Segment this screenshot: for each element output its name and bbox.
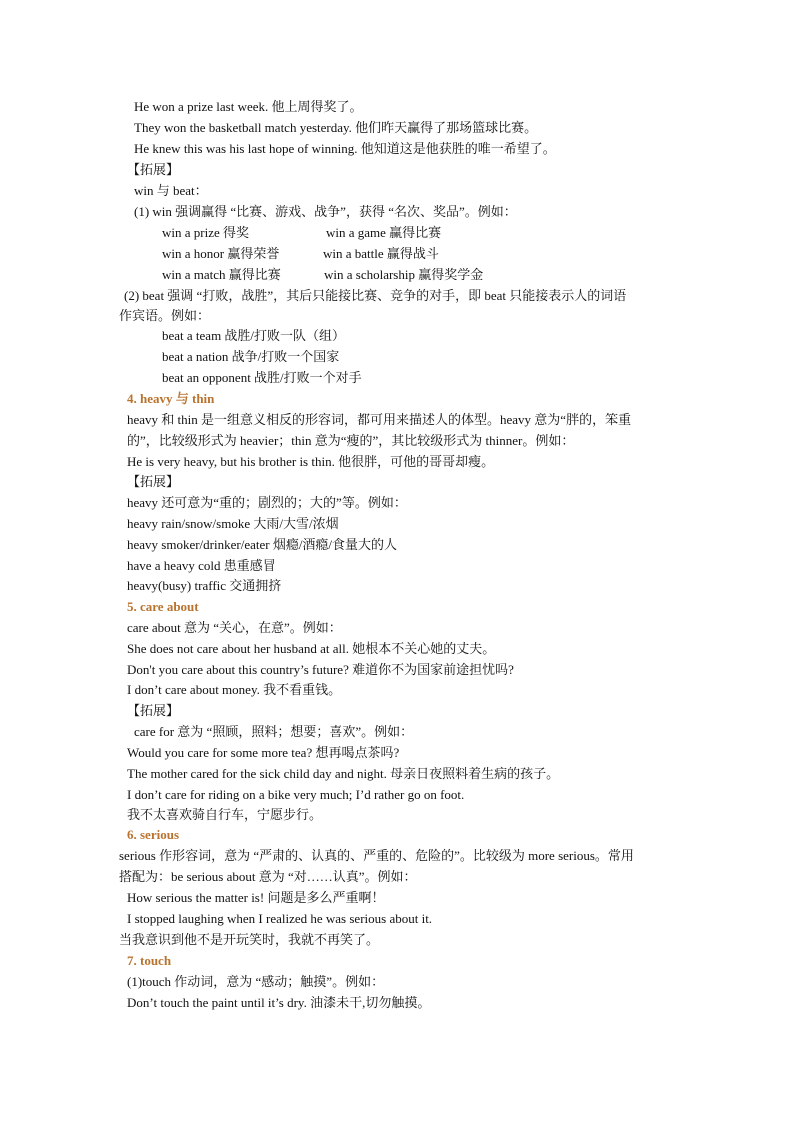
section-heading: 6. serious	[127, 827, 179, 842]
extension-heading: 【拓展】	[127, 703, 180, 718]
example-line: They won the basketball match yesterday. 他们昨天赢得了那场篮球比赛。	[134, 120, 538, 135]
example-line: I stopped laughing when I realized he was serious about it.	[127, 911, 433, 926]
example-line: I don’t care about money. 我不看重钱。	[127, 682, 342, 697]
text-line: care for 意为 “照顾，照料；想要；喜欢”。例如：	[134, 724, 414, 739]
phrase-item: win a prize 得奖	[162, 225, 250, 240]
section-heading: 5. care about	[127, 599, 199, 614]
example-line: Don’t touch the paint until it’s dry. 油漆未干,切勿触摸。	[127, 995, 431, 1010]
example-line: He knew this was his last hope of winning. 他知道这是他获胜的唯一希望了。	[134, 141, 556, 156]
example-line: Don't you care about this country’s future? 难道你不为国家前途担忧吗?	[127, 662, 514, 677]
text-line: serious 作形容词，意为 “严肃的、认真的、严重的、危险的”。比较级为 more serious。常用	[119, 848, 634, 863]
text-line: 搭配为：be serious about 意为 “对……认真”。例如：	[119, 869, 417, 884]
text-line: (2) beat 强调 “打败，战胜”，其后只能接比赛、竞争的对手，即 beat 只能接表示人的词语	[124, 288, 627, 303]
example-line: The mother cared for the sick child day and night. 母亲日夜照料着生病的孩子。	[127, 766, 560, 781]
text-line: (1)touch 作动词，意为 “感动；触摸”。例如：	[127, 974, 385, 989]
phrase-item: win a honor 赢得荣誉	[162, 246, 280, 261]
example-line: He won a prize last week. 他上周得奖了。	[134, 99, 363, 114]
extension-heading: 【拓展】	[127, 474, 180, 489]
example-line: I don’t care for riding on a bike very much; I’d rather go on foot.	[127, 787, 465, 802]
phrase-item: heavy smoker/drinker/eater 烟瘾/酒瘾/食量大的人	[127, 537, 398, 552]
example-line: 当我意识到他不是开玩笑时，我就不再笑了。	[119, 932, 380, 947]
phrase-item: win a match 赢得比赛	[162, 267, 281, 282]
text-line: 作宾语。例如：	[119, 308, 211, 323]
example-line: Would you care for some more tea? 想再喝点茶吗?	[127, 745, 400, 760]
text-line: win 与 beat：	[134, 183, 208, 198]
text-line: (1) win 强调赢得 “比赛、游戏、战争”，获得 “名次、奖品”。例如：	[134, 204, 517, 219]
phrase-item: beat a nation 战争/打败一个国家	[162, 349, 340, 364]
phrase-item: win a scholarship 赢得奖学金	[324, 267, 484, 282]
text-line: heavy 和 thin 是一组意义相反的形容词，都可用来描述人的体型。heavy 意为“胖的，笨重	[127, 412, 632, 427]
example-line: 我不太喜欢骑自行车，宁愿步行。	[127, 807, 323, 822]
phrase-item: heavy(busy) traffic 交通拥挤	[127, 578, 282, 593]
text-line: care about 意为 “关心，在意”。例如：	[127, 620, 342, 635]
text-line: heavy 还可意为“重的；剧烈的；大的”等。例如：	[127, 495, 407, 510]
example-line: He is very heavy, but his brother is thin. 他很胖，可他的哥哥却瘦。	[127, 454, 495, 469]
phrase-item: win a game 赢得比赛	[326, 225, 442, 240]
phrase-item: beat an opponent 战胜/打败一个对手	[162, 370, 362, 385]
phrase-item: have a heavy cold 患重感冒	[127, 558, 276, 573]
extension-heading: 【拓展】	[127, 162, 180, 177]
example-line: She does not care about her husband at all. 她根本不关心她的丈夫。	[127, 641, 496, 656]
phrase-item: heavy rain/snow/smoke 大雨/大雪/浓烟	[127, 516, 339, 531]
section-heading: 4. heavy 与 thin	[127, 391, 215, 406]
phrase-item: win a battle 赢得战斗	[323, 246, 439, 261]
text-line: 的”，比较级形式为 heavier；thin 意为“瘦的”，其比较级形式为 thinner。例如：	[127, 433, 575, 448]
phrase-item: beat a team 战胜/打败一队（组）	[162, 328, 346, 343]
section-heading: 7. touch	[127, 953, 172, 968]
example-line: How serious the matter is! 问题是多么严重啊！	[127, 890, 385, 905]
